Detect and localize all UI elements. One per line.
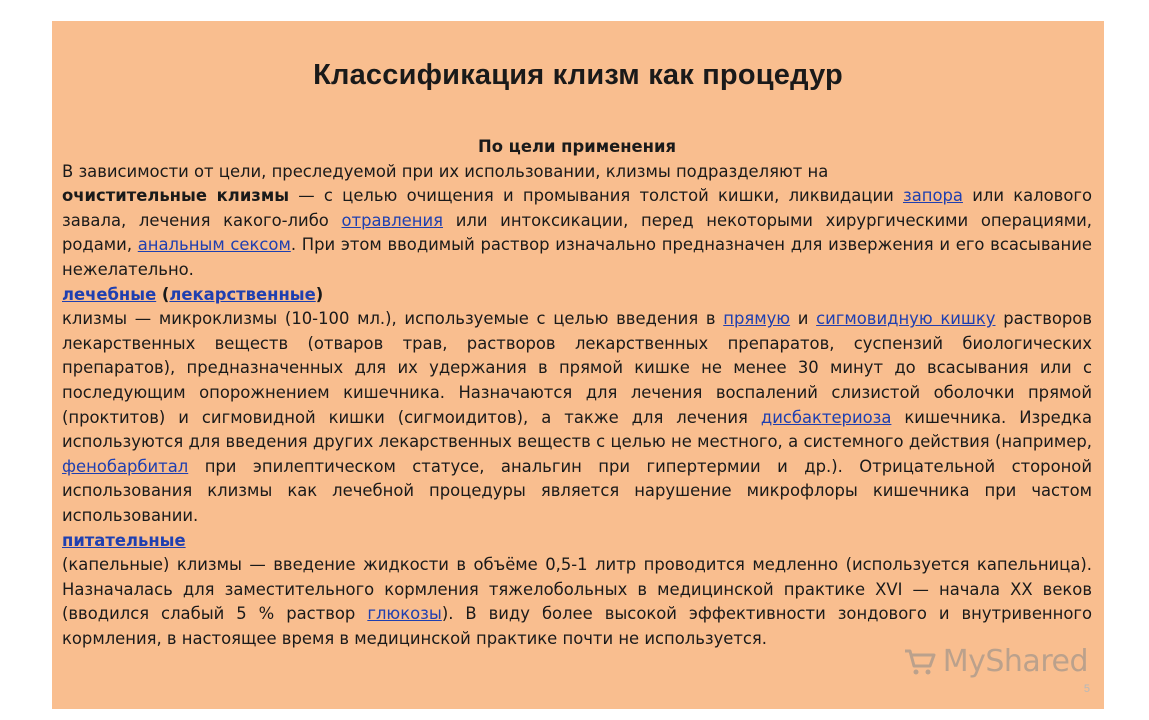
watermark [903, 644, 1088, 679]
link-dysbacteriosis[interactable]: дисбактериоза [760, 407, 892, 427]
cleansing-term: очистительные клизмы [62, 186, 290, 206]
text-run: и [790, 309, 817, 329]
slide [52, 21, 1104, 709]
link-poisoning[interactable]: отравления [341, 210, 443, 230]
link-glucose[interactable]: глюкозы [367, 604, 442, 624]
text-run: . При этом вводимый раствор изначально предназначен для извержения и его всасывание нежелательно. [62, 235, 1092, 279]
text-run: или интоксикации, перед некоторыми хирургическими операциями, родами, [62, 210, 1092, 255]
text-run: — с целью очищения и промывания толстой кишки, ликвидации [289, 186, 903, 206]
link-phenobarbital[interactable]: фенобарбитал [62, 456, 189, 476]
intro-paragraph: В зависимости от цели, преследуемой при их использовании, клизмы подразделяют на [62, 161, 829, 181]
link-therapeutic[interactable]: лечебные [62, 284, 157, 304]
text-run: при эпилептическом статусе, анальгин при гипертермии и др.). Отрицательной стороной использования клизмы как лечебной процедуры является нарушение микрофлоры кишечника при частом использовании. [62, 456, 1092, 525]
slide-body [62, 135, 1092, 651]
link-nutritive[interactable]: питательные [62, 530, 186, 550]
text-run: ) [315, 284, 324, 304]
page-number: 5 [1083, 683, 1090, 695]
slide-title: Классификация клизм как процедур [313, 59, 843, 91]
text-run: растворов лекарственных веществ (отваров трав, растворов лекарственных препаратов, суспензий биологических препаратов), предназначенных для их удержания в прямой кишке не менее 30 минут до всасывания или с последующим опорожнением кишечника. Назначаются для лечения воспалений слизистой оболочки прямой (проктитов) и сигмовидной кишки (сигмоидитов), а также для лечения [62, 309, 1092, 427]
medicinal-heading [62, 283, 1092, 308]
text-run: (капельные) клизмы — введение жидкости в объёме 0,5-1 литр проводится медленно (используется капельница). Назначалась для заместительного кормления тяжелобольных в медицинской практике XVI — начала XX веков (вводился слабый 5 % раствор [62, 555, 1092, 624]
watermark-text: MyShared [942, 644, 1088, 679]
link-constipation[interactable]: запора [903, 186, 963, 206]
text-run: ( [156, 284, 170, 304]
nutritive-heading [62, 529, 1092, 554]
shopping-cart-icon [903, 647, 937, 677]
nutritive-paragraph [62, 553, 1092, 651]
text-run: или калового завала, лечения какого-либо [62, 186, 1092, 230]
link-rectum[interactable]: прямую [723, 309, 791, 329]
link-sigmoid-colon[interactable]: сигмовидную кишку [816, 309, 996, 329]
text-run: кишечника. Изредка используются для введения других лекарственных веществ с целью не местного, а системного действия (например, [62, 407, 1092, 452]
medicinal-paragraph [62, 307, 1092, 528]
text-run: клизмы — микроклизмы (10-100 мл.), используемые с целью введения в [62, 309, 724, 329]
cleansing-paragraph [62, 184, 1092, 282]
link-medicinal[interactable]: лекарственные [169, 284, 316, 304]
text-run: ). В виду более высокой эффективности зондового и внутривенного кормления, в настоящее время в медицинской практике почти не используется. [62, 604, 1093, 648]
link-anal-sex[interactable]: анальным сексом [137, 235, 291, 255]
section-heading: По цели применения [478, 137, 676, 156]
